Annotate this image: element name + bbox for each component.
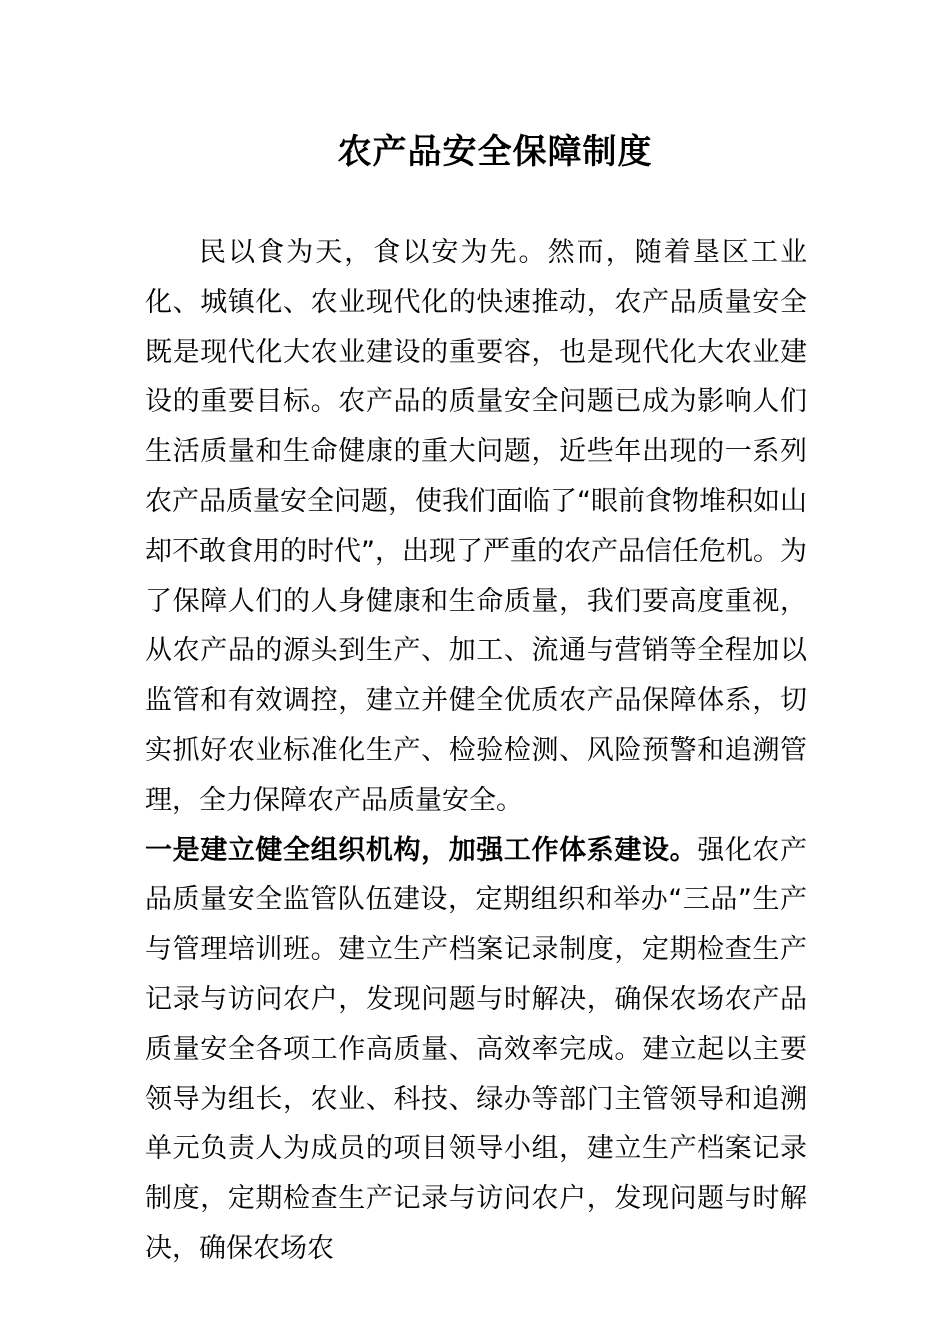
section-one-heading: 一是建立健全组织机构，加强工作体系建设。 xyxy=(145,834,698,866)
section-one-paragraph xyxy=(145,826,807,1274)
intro-paragraph: 民以食为天，食以安为先。然而，随着垦区工业化、城镇化、农业现代化的快速推动，农产品质量安全既是现代化大农业建设的重要容，也是现代化大农业建设的重要目标。农产品的质量安全问题已成为影响人们生活质量和生命健康的重大问题，近些年出现的一系列农产品质量安全问题，使我们面临了“眼前食物堆积如山却不敢食用的时代”，出现了严重的农产品信任危机。为了保障人们的人身健康和生命质量，我们要高度重视，从农产品的源头到生产、加工、流通与营销等全程加以监管和有效调控，建立并健全优质农产品保障体系，切实抓好农业标准化生产、检验检测、风险预警和追溯管理，全力保障农产品质量安全。 xyxy=(145,237,807,816)
document-title: 农产品安全保障制度 xyxy=(337,132,653,172)
section-one-text: 强化农产品质量安全监管队伍建设，定期组织和举办“三品”生产与管理培训班。建立生产档案记录制度，定期检查生产记录与访问农户，发现问题与时解决，确保农场农产品质量安全各项工作高质量、高效率完成。建立起以主要领导为组长，农业、科技、绿办等部门主管领导和追溯单元负责人为成员的项目领导小组，建立生产档案记录制度，定期检查生产记录与访问农户，发现问题与时解决，确保农场农 xyxy=(145,834,808,1264)
document-body xyxy=(145,228,807,1274)
